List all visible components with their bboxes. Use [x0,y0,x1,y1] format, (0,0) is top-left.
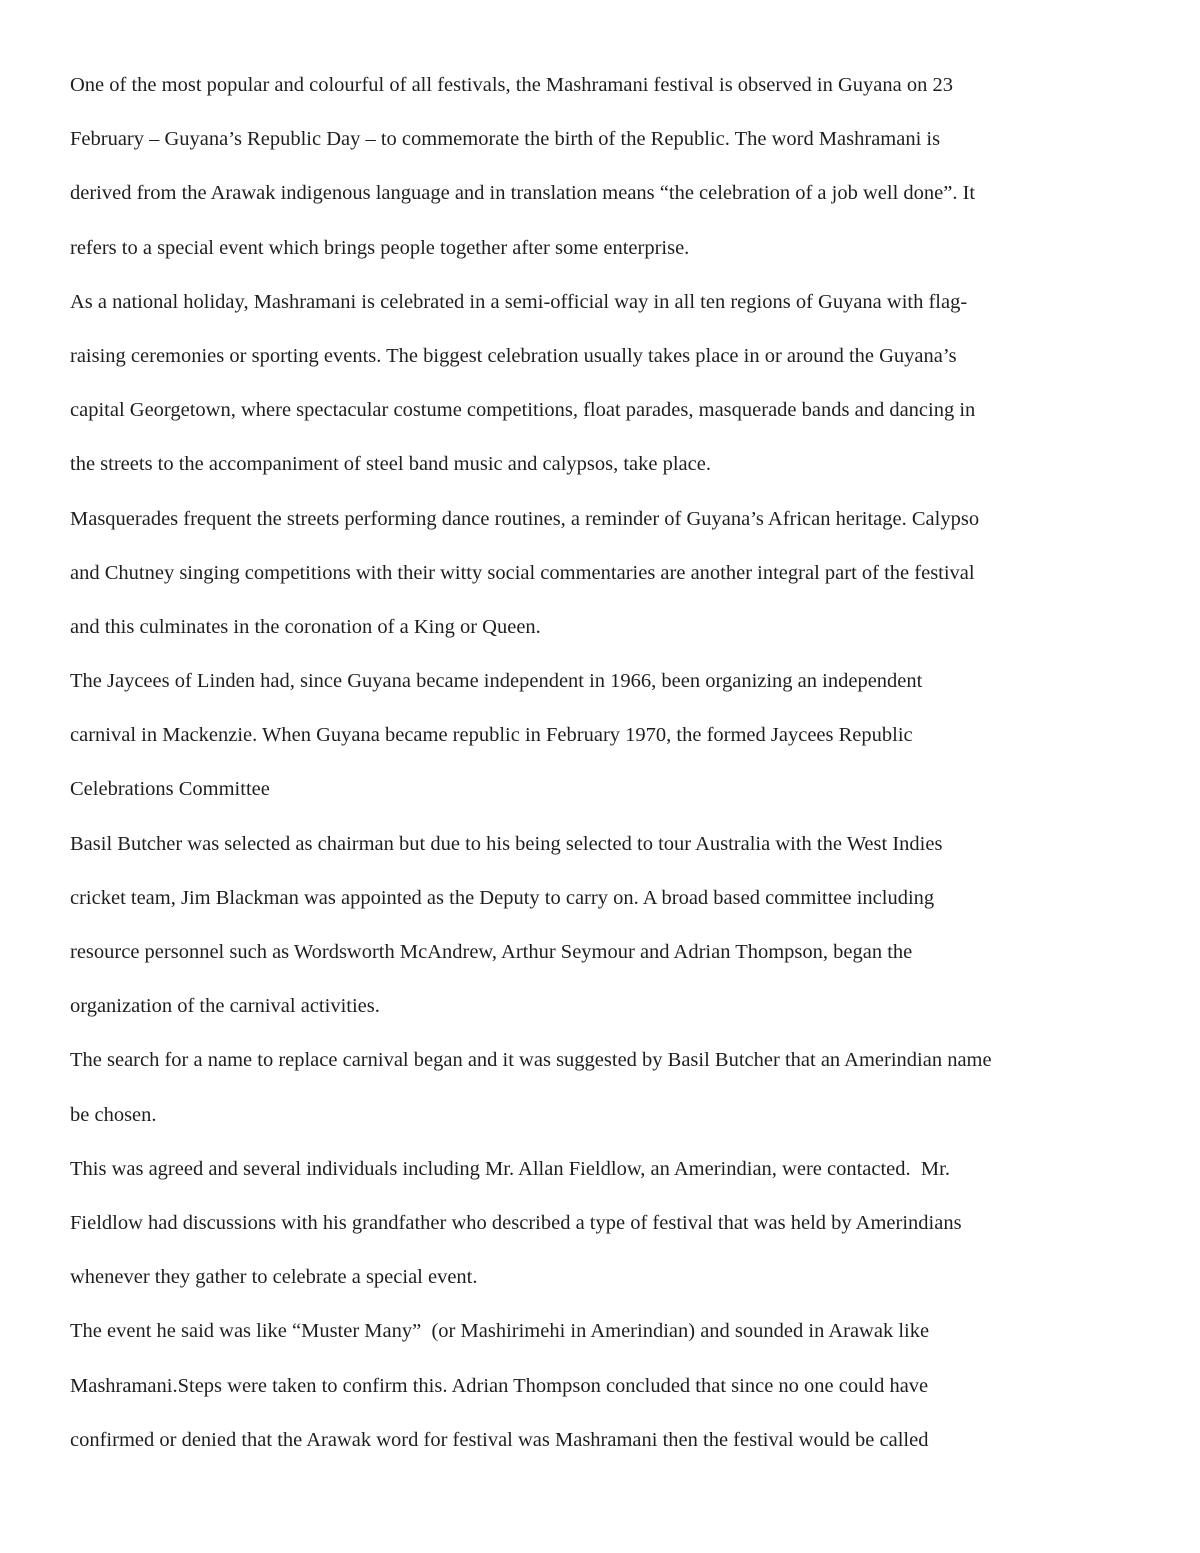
text-line: whenever they gather to celebrate a special event. [70,1266,478,1289]
text-line: and Chutney singing competitions with their witty social commentaries are another integral part of the festival [70,561,975,584]
paragraph [70,1142,1145,1305]
text-line: As a national holiday, Mashramani is celebrated in a semi-official way in all ten regions of Guyana with flag- [70,290,968,313]
text-line: cricket team, Jim Blackman was appointed as the Deputy to carry on. A broad based committee including [70,886,935,909]
paragraph [70,492,1145,655]
text-line: resource personnel such as Wordsworth McAndrew, Arthur Seymour and Adrian Thompson, began the [70,941,913,963]
paragraph [70,654,1145,817]
text-line: capital Georgetown, where spectacular costume competitions, float parades, masquerade bands and dancing in [70,399,976,422]
text-line: The search for a name to replace carnival began and it was suggested by Basil Butcher that an Amerindian name [70,1049,992,1072]
text-line: refers to a special event which brings people together after some enterprise. [70,236,690,259]
text-line: be chosen. [70,1103,157,1126]
text-line: Fieldlow had discussions with his grandfather who described a type of festival that was held by Amerindians [70,1211,962,1234]
text-line: The event he said was like “Muster Many” (or Mashirimehi in Amerindian) and sounded in Arawak like [70,1320,930,1343]
text-line: This was agreed and several individuals including Mr. Allan Fieldlow, an Amerindian, were contacted. Mr. [70,1157,950,1180]
text-line: confirmed or denied that the Arawak word for festival was Mashramani then the festival would be called [70,1428,929,1451]
text-line: Celebrations Committee [70,778,270,801]
text-line: and this culminates in the coronation of a King or Queen. [70,615,541,638]
paragraph [70,1033,1145,1141]
text-line: Masquerades frequent the streets performing dance routines, a reminder of Guyana’s African heritage. Calypso [70,507,980,530]
text-line: Basil Butcher was selected as chairman but due to his being selected to tour Australia with the West Indies [70,832,943,855]
text-line: Mashramani.Steps were taken to confirm this. Adrian Thompson concluded that since no one could have [70,1374,929,1397]
text-line: carnival in Mackenzie. When Guyana became republic in February 1970, the formed Jaycees Republic [70,724,913,747]
paragraph [70,58,1145,275]
document-body [70,58,1145,1467]
text-line: One of the most popular and colourful of all festivals, the Mashramani festival is observed in Guyana on 23 [70,74,953,96]
text-line: February – Guyana’s Republic Day – to commemorate the birth of the Republic. The word Mashramani is [70,128,941,151]
paragraph [70,817,1145,1034]
text-line: raising ceremonies or sporting events. The biggest celebration usually takes place in or around the Guyana’s [70,344,957,367]
text-line: derived from the Arawak indigenous language and in translation means “the celebration of a job well done”. It [70,182,976,205]
paragraph [70,1304,1145,1467]
paragraph [70,275,1145,492]
text-line: the streets to the accompaniment of steel band music and calypsos, take place. [70,453,711,476]
text-line: organization of the carnival activities. [70,995,380,1018]
text-line: The Jaycees of Linden had, since Guyana became independent in 1966, been organizing an independent [70,670,923,693]
